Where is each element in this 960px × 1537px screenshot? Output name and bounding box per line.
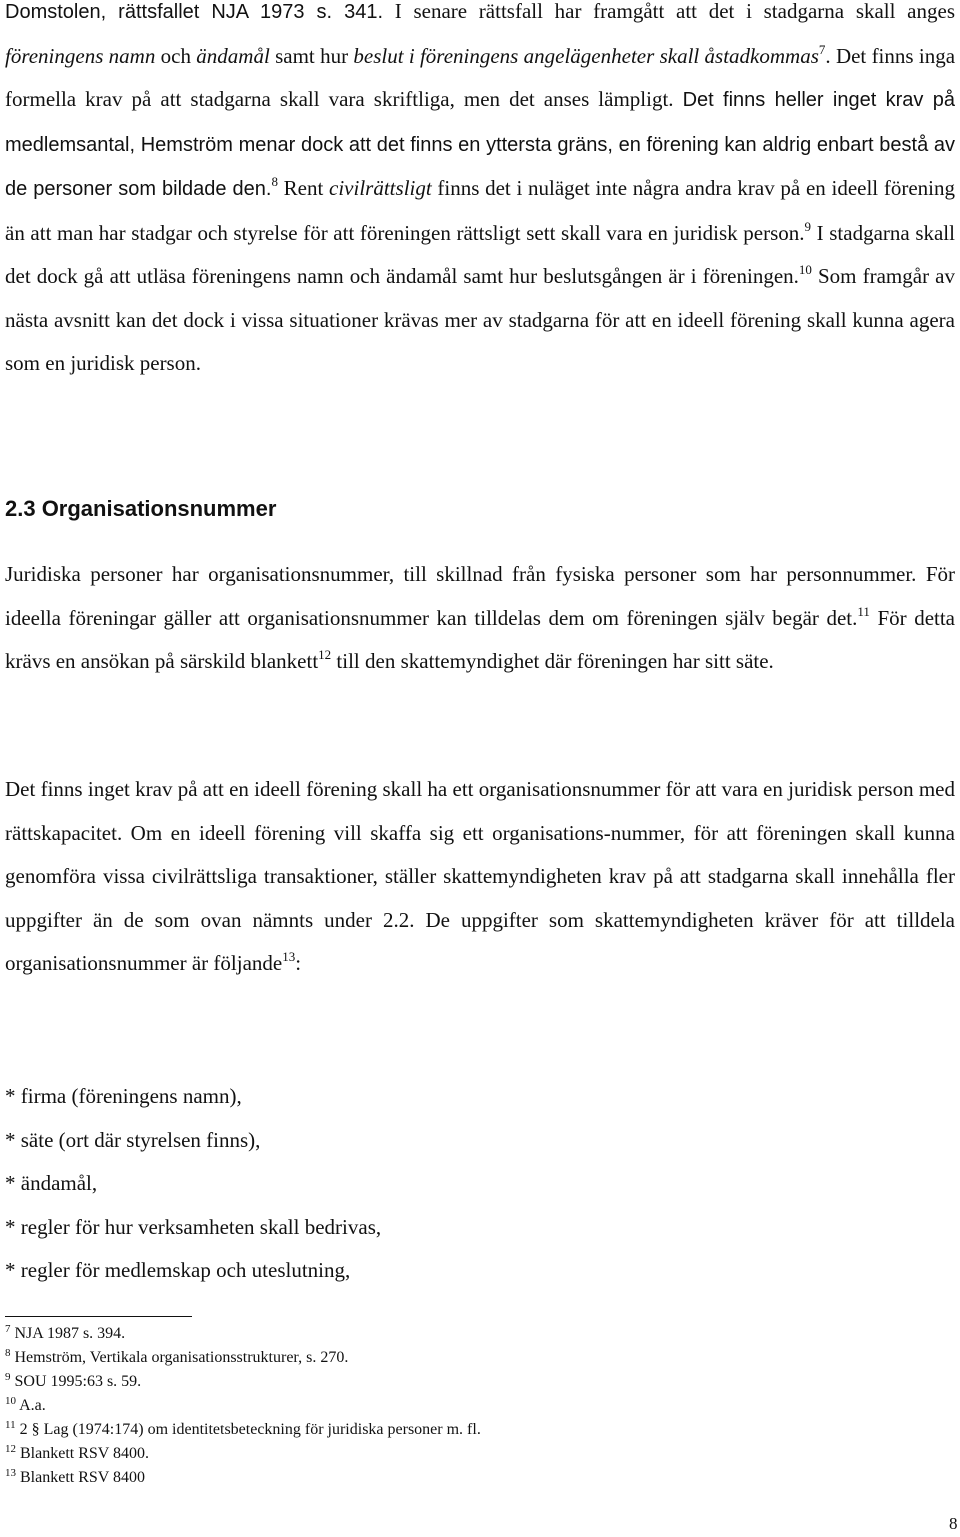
footnote-text: A.a.	[19, 1397, 46, 1414]
text-run: Rent	[277, 176, 330, 200]
list-item: * säte (ort där styrelsen finns),	[5, 1127, 261, 1152]
emphasis-text: ändamål	[196, 43, 270, 68]
footnote-text: Blankett RSV 8400	[20, 1469, 146, 1486]
text-run: till den skattemyndighet där föreningen har sitt säte.	[331, 649, 774, 673]
footnote-text: SOU 1995:63 s. 59.	[14, 1373, 142, 1390]
list-item: * regler för hur verksamheten skall bedrivas,	[5, 1214, 382, 1239]
text-run: Det finns inget krav på att en ideell förening skall ha ett organisationsnummer för att vara en juridisk person med rättskapacitet. Om en ideell förening vill skaffa sig ett organisations-nummer, för att föreningen skall kunna genomföra vissa civilrättsliga transaktioner, ställer skattemyndigheten krav på att stadgarna skall innehålla fler uppgifter än de som ovan nämnts under 2.2. De uppgifter som skattemyndigheten kräver för att tilldela organisationsnummer är följande	[5, 777, 955, 975]
footnote	[5, 1442, 481, 1466]
text-run: Domstolen, rättsfallet NJA 1973 s. 341.	[5, 1, 384, 23]
footnote-ref[interactable]: 9	[804, 218, 812, 234]
section-heading: 2.3 Organisationsnummer	[5, 496, 277, 521]
footnote-number: 13	[5, 1467, 16, 1479]
paragraph-stadgar	[5, 0, 955, 386]
footnote-text: Hemström, Vertikala organisationsstrukturer, s. 270.	[14, 1349, 349, 1366]
requirements-list	[5, 1075, 381, 1293]
paragraph-krav	[5, 768, 955, 986]
text-run: . Det finns inga formella krav på att stadgarna skall vara skriftliga, men det anses lämpligt.	[5, 43, 956, 111]
footnote-number: 12	[5, 1443, 16, 1455]
footnote	[5, 1346, 481, 1370]
footnote-number: 10	[5, 1395, 16, 1407]
emphasis-text: beslut i föreningens angelägenheter skall åstadkommas	[353, 43, 819, 68]
text-run: I stadgarna skall det dock gå att utläsa föreningens namn och ändamål samt hur beslutsgången är i föreningen.	[5, 220, 955, 288]
footnote-ref[interactable]: 8	[271, 174, 278, 189]
footnote-number: 11	[5, 1419, 16, 1431]
emphasis-text: föreningens namn	[5, 43, 156, 68]
text-run: :	[295, 951, 302, 975]
paragraph-organisationsnummer	[5, 553, 955, 684]
footnote-text: 2 § Lag (1974:174) om identitetsbeteckning för juridiska personer m. fl.	[19, 1421, 481, 1438]
footnote-number: 9	[5, 1371, 11, 1383]
footnote-text: Blankett RSV 8400.	[20, 1445, 150, 1462]
footnote-number: 7	[5, 1323, 11, 1335]
text-run: finns det i nuläget inte några andra krav på en ideell förening än att man har stadgar och styrelse för att föreningen rättsligt sett skall vara en juridisk person.	[5, 176, 955, 245]
footnote	[5, 1322, 481, 1346]
footnote-text: NJA 1987 s. 394.	[14, 1325, 126, 1342]
list-item: * ändamål,	[5, 1171, 98, 1195]
footnote-divider	[5, 1316, 192, 1317]
list-item: * regler för medlemskap och uteslutning,	[5, 1258, 351, 1282]
footnote	[5, 1466, 481, 1490]
footnotes	[5, 1322, 481, 1490]
footnote-ref[interactable]: 11	[857, 603, 870, 619]
text-run: och	[155, 43, 197, 68]
footnote	[5, 1370, 481, 1394]
footnote-ref[interactable]: 7	[818, 41, 826, 57]
text-run: samt hur	[269, 43, 354, 68]
text-run: För detta krävs en ansökan på särskild blankett	[5, 605, 956, 673]
footnote-number: 8	[5, 1347, 11, 1359]
footnote	[5, 1418, 481, 1442]
text-run: I senare rättsfall har framgått att det i stadgarna skall anges	[383, 0, 956, 23]
text-run: Det finns heller inget krav på medlemsantal, Hemström menar dock att det finns en yttersta gräns, en förening kan aldrig enbart bestå av de personer som bildade den.	[5, 89, 956, 200]
footnote-ref[interactable]: 12	[318, 647, 332, 662]
text-run: Som framgår av nästa avsnitt kan det dock i vissa situationer krävas mer av stadgarna för att en ideell förening skall kunna agera som en juridisk person.	[5, 264, 955, 375]
emphasis-text: civilrättsligt	[329, 176, 432, 200]
page-number: 8	[949, 1514, 958, 1533]
footnote-ref[interactable]: 13	[282, 949, 296, 964]
footnote-ref[interactable]: 10	[798, 262, 812, 277]
list-item: * firma (föreningens namn),	[5, 1084, 242, 1108]
footnote	[5, 1394, 481, 1418]
text-run: Juridiska personer har organisationsnummer, till skillnad från fysiska personer som har personnummer. För ideella föreningar gäller att organisationsnummer kan tilldelas dem om föreningen själv begär det.	[5, 562, 955, 630]
